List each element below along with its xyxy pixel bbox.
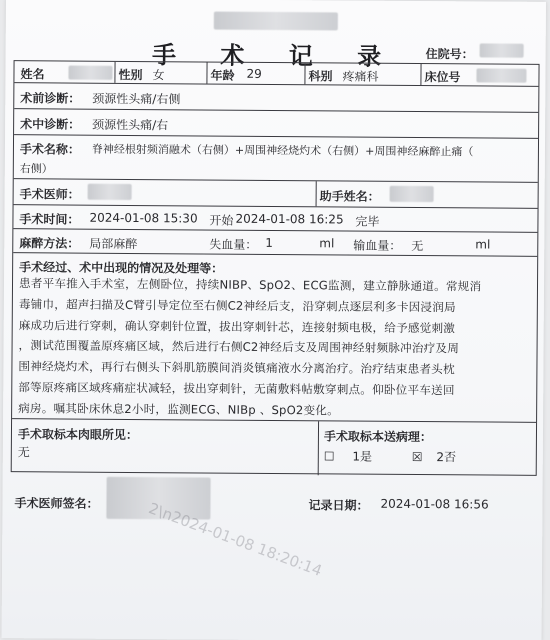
page-title: 手 术 记 录: [151, 41, 400, 71]
gender-label: 性别: [118, 67, 143, 83]
surgery-start-time: 2024-01-08 15:30: [89, 210, 198, 226]
intraop-diagnosis-row: [14, 109, 538, 139]
surgical-process-row: [12, 253, 537, 423]
surgery-end-time: 2024-01-08 16:25: [235, 211, 344, 227]
surgical-process-text: [18, 273, 529, 422]
process-line: 患者平车推入手术室，左侧卧位，持续NIBP、SpO2、ECG监测，建立静脉通道。常规消: [18, 276, 482, 294]
pathology-no-option: ☒ 2否: [411, 449, 457, 465]
preop-diagnosis-label: 术前诊断：: [20, 91, 81, 106]
watermark: 2\n2024-01-08 18:20:14: [146, 499, 325, 580]
assistant-label: 助手姓名：: [319, 189, 380, 204]
department-label: 科别: [308, 69, 333, 84]
operation-name-row: [14, 135, 538, 183]
age-label: 年龄: [210, 68, 235, 83]
checkbox-unchecked-icon: ☐: [323, 449, 335, 464]
blood-loss-label: 失血量：: [209, 237, 258, 252]
patient-name-redaction: [68, 66, 112, 80]
operation-name-line2: 右侧）: [19, 162, 53, 176]
record-paper: [2, 0, 546, 640]
intraop-diagnosis-value: 颈源性头痛/右: [92, 117, 169, 133]
anesthesia-method-value: 局部麻醉: [89, 236, 138, 252]
operation-name-line1: 脊神经根射频消融术（右侧）+周围神经烧灼术（右侧）+周围神经麻醉止痛（: [91, 142, 474, 159]
specimen-row: [12, 419, 536, 477]
bed-number-redaction: [476, 68, 526, 82]
department-value: 疼痛科: [342, 69, 379, 84]
process-line: 病房。嘱其卧床休息2小时，监测ECG、NIBp 、SpO2变化。: [18, 400, 339, 418]
operation-name-label: 手术名称：: [19, 142, 81, 157]
surgeon-label: 手术医师：: [19, 187, 80, 202]
specimen-pathology-label: 手术取标本送病理：: [323, 429, 433, 445]
process-line: 围神经烧灼术，再行右侧头下斜肌筋膜间消炎镇痛液水分离治疗。治疗结束患者头枕: [18, 359, 455, 377]
anesthesia-row: [13, 229, 537, 257]
surgeon-name-redaction: [88, 184, 132, 200]
inpatient-number-redaction: [480, 43, 524, 57]
blood-loss-unit: ml: [319, 236, 335, 251]
age-value: 29: [246, 66, 262, 81]
process-line: 部等原疼痛区域疼痛症状减轻，拔出穿刺针，无菌敷料帖敷穿刺点。仰卧位平车送回: [18, 380, 455, 398]
transfusion-label: 输血量：: [353, 238, 402, 253]
intraop-diagnosis-label: 术中诊断：: [20, 117, 81, 132]
pathology-yes-option: ☐ 1是: [323, 449, 373, 464]
record-date-value: 2024-01-08 16:56: [380, 496, 489, 512]
surgeon-signature-label: 手术医师签名：: [14, 496, 99, 511]
surgery-time-label: 手术时间：: [19, 212, 80, 227]
bed-number-label: 床位号: [424, 70, 461, 85]
specimen-gross-value: 无: [17, 445, 30, 460]
end-word: 完毕: [355, 214, 380, 229]
process-line: ，测试范围覆盖原疼痛区域，然后进行右侧C2神经后支及周围神经射频脉冲治疗及周: [18, 338, 460, 356]
start-word: 开始: [209, 213, 234, 228]
assistant-name-redaction: [390, 186, 434, 202]
record-date-label: 记录日期：: [308, 498, 369, 513]
record-table: [11, 60, 540, 476]
surgeon-row: [14, 179, 538, 209]
preop-diagnosis-row: [14, 83, 538, 113]
process-line: 麻成功后进行穿刺，确认穿刺针位置，拔出穿刺针芯，连接射频电极，给予感觉刺激: [18, 317, 456, 335]
surgical-process-label: 手术经过、术中出现的情况及处理等：: [19, 260, 224, 276]
gender-value: 女: [152, 68, 165, 83]
inpatient-number-label: 住院号：: [425, 47, 474, 62]
transfusion-value: 无: [411, 238, 424, 254]
preop-diagnosis-value: 颈源性头痛/右侧: [92, 91, 181, 107]
anesthesia-method-label: 麻醉方法：: [19, 236, 80, 251]
specimen-gross-label: 手术取标本肉眼所见：: [17, 427, 139, 443]
transfusion-unit: ml: [475, 237, 491, 252]
hospital-name-redaction: [214, 12, 338, 31]
name-label: 姓名: [20, 67, 45, 82]
process-line: 毒铺巾，超声扫描及C臂引导定位至右侧C2神经后支，沿穿刺点逐层利多卡因浸润局: [18, 297, 456, 315]
surgery-time-row: [13, 205, 537, 233]
checkbox-checked-icon: ☒: [411, 449, 423, 465]
blood-loss-value: 1: [265, 235, 273, 250]
